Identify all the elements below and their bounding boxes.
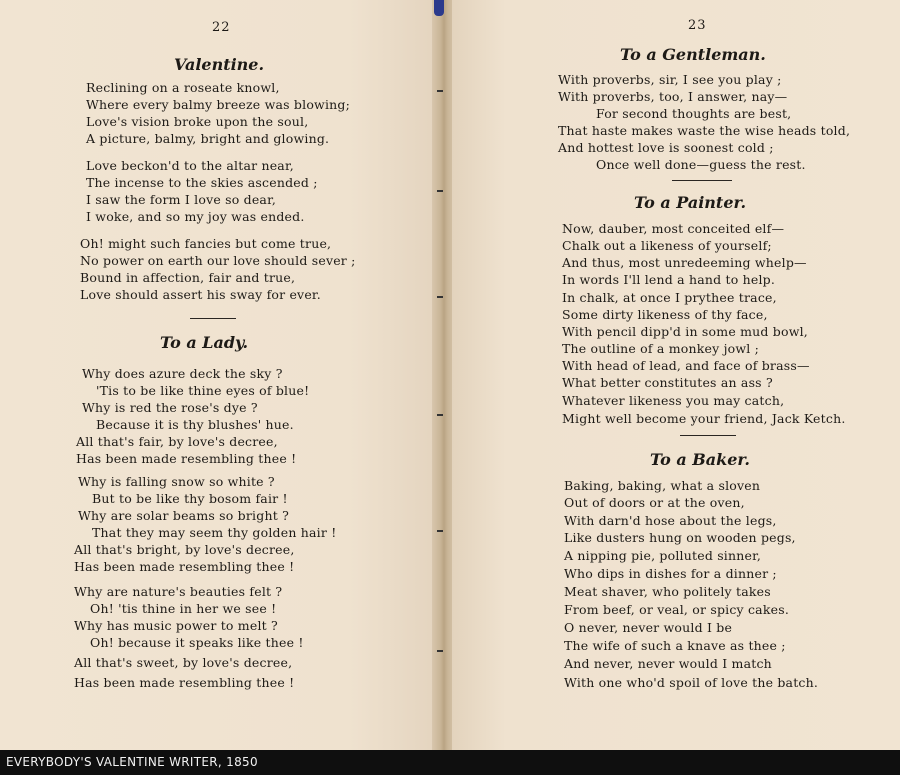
poem-line: Has been made resembling thee ! [74,559,295,574]
poem-line: The outline of a monkey jowl ; [562,341,760,356]
poem-line: Out of doors or at the oven, [564,495,745,510]
poem-line: Why are solar beams so bright ? [78,508,290,523]
page-number: 22 [212,20,231,35]
poem-line: Why are nature's beauties felt ? [74,584,283,599]
poem-line: Love's vision broke upon the soul, [86,114,309,129]
page-number: 23 [688,18,707,33]
poem-line: And hottest love is soonest cold ; [558,140,774,155]
poem-line: With darn'd hose about the legs, [564,513,777,528]
poem-line: All that's bright, by love's decree, [74,542,295,557]
caption-bar [0,750,900,775]
image-caption: EVERYBODY'S VALENTINE WRITER, 1850 [6,755,258,769]
poem-line: Now, dauber, most conceited elf— [562,221,785,236]
poem-title: Valentine. [174,55,265,74]
left-page [0,0,436,750]
binding-thread [437,190,443,192]
section-divider [672,180,732,181]
poem-line: From beef, or veal, or spicy cakes. [564,602,789,617]
poem-line: Because it is thy blushes' hue. [96,417,294,432]
poem-line: Meat shaver, who politely takes [564,584,771,599]
poem-line: A nipping pie, polluted sinner, [564,548,762,563]
poem-line: And thus, most unredeeming whelp— [562,255,807,270]
poem-line: Once well done—guess the rest. [596,157,806,172]
poem-line: 'Tis to be like thine eyes of blue! [96,383,310,398]
poem-line: Where every balmy breeze was blowing; [86,97,351,112]
poem-title: To a Painter. [634,193,747,212]
section-divider [190,318,236,319]
poem-title: To a Lady. [160,333,249,352]
poem-line: Oh! 'tis thine in her we see ! [90,601,277,616]
poem-line: The wife of such a knave as thee ; [564,638,786,653]
poem-line: In chalk, at once I prythee trace, [562,290,777,305]
poem-line: All that's fair, by love's decree, [76,434,278,449]
poem-line: Has been made resembling thee ! [74,675,295,690]
poem-line: With proverbs, too, I answer, nay— [558,89,788,104]
poem-line: Why does azure deck the sky ? [82,366,283,381]
poem-line: Like dusters hung on wooden pegs, [564,530,796,545]
poem-title: To a Baker. [650,450,750,469]
poem-line: Oh! might such fancies but come true, [80,236,332,251]
poem-line: I saw the form I love so dear, [86,192,277,207]
poem-line: For second thoughts are best, [596,106,792,121]
poem-line: Love should assert his sway for ever. [80,287,321,302]
binding-thread [437,296,443,298]
poem-line: That they may seem thy golden hair ! [92,525,337,540]
poem-line: Bound in affection, fair and true, [80,270,296,285]
poem-line: Chalk out a likeness of yourself; [562,238,772,253]
binding-thread [437,650,443,652]
poem-line: All that's sweet, by love's decree, [74,655,293,670]
section-divider [680,435,736,436]
poem-line: Why is red the rose's dye ? [82,400,258,415]
poem-line: Oh! because it speaks like thee ! [90,635,304,650]
poem-line: And never, never would I match [564,656,772,671]
poem-line: With head of lead, and face of brass— [562,358,810,373]
binding-thread [437,414,443,416]
poem-line: Why has music power to melt ? [74,618,278,633]
binding-thread [437,530,443,532]
poem-line: What better constitutes an ass ? [562,375,773,390]
right-page [452,0,900,750]
poem-line: A picture, balmy, bright and glowing. [86,131,330,146]
poem-line: Some dirty likeness of thy face, [562,307,768,322]
poem-line: Who dips in dishes for a dinner ; [564,566,777,581]
poem-line: Has been made resembling thee ! [76,451,297,466]
poem-line: Reclining on a roseate knowl, [86,80,280,95]
poem-line: Why is falling snow so white ? [78,474,275,489]
poem-line: In words I'll lend a hand to help. [562,272,776,287]
poem-line: With one who'd spoil of love the batch. [564,675,819,690]
poem-line: Whatever likeness you may catch, [562,393,785,408]
poem-title: To a Gentleman. [620,45,766,64]
poem-line: But to be like thy bosom fair ! [92,491,288,506]
poem-line: The incense to the skies ascended ; [86,175,318,190]
poem-line: With proverbs, sir, I see you play ; [558,72,782,87]
bookmark-ribbon [434,0,444,16]
poem-line: With pencil dipp'd in some mud bowl, [562,324,808,339]
poem-line: No power on earth our love should sever ; [80,253,356,268]
poem-line: Love beckon'd to the altar near, [86,158,294,173]
poem-line: That haste makes waste the wise heads told, [558,123,851,138]
poem-line: Might well become your friend, Jack Ketch. [562,411,846,426]
poem-line: Baking, baking, what a sloven [564,478,761,493]
binding-thread [437,90,443,92]
poem-line: I woke, and so my joy was ended. [86,209,305,224]
poem-line: O never, never would I be [564,620,733,635]
